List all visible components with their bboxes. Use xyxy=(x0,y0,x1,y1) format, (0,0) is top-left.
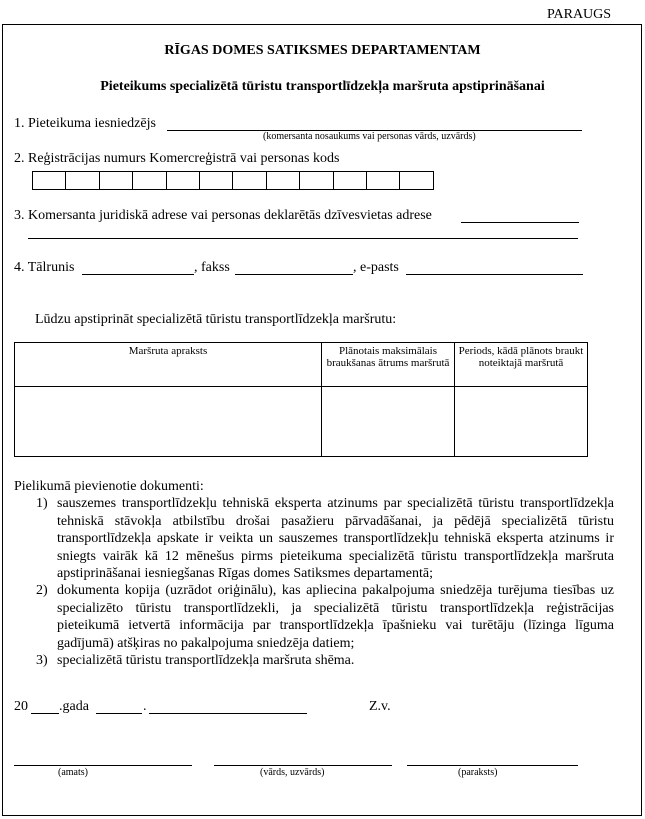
list-item-number: 1) xyxy=(36,496,48,512)
day-field[interactable] xyxy=(149,713,307,714)
cell-route-description[interactable] xyxy=(15,387,322,457)
phone-field[interactable] xyxy=(82,274,194,275)
registration-digit-box[interactable] xyxy=(200,172,233,189)
signature-field[interactable] xyxy=(407,765,578,766)
fax-field[interactable] xyxy=(235,274,353,275)
registration-digit-box[interactable] xyxy=(400,172,433,189)
registration-digit-box[interactable] xyxy=(334,172,367,189)
list-item xyxy=(14,582,614,652)
name-field[interactable] xyxy=(214,765,392,766)
table-row xyxy=(15,387,588,457)
year-suffix: .gada xyxy=(59,699,89,714)
header-max-speed: Plānotais maksimālais braukšanas ātrums maršrutā xyxy=(322,343,455,387)
list-item-text: sauszemes transportlīdzekļu tehniskā eksperta atzinums par specializētā tūristu transportlīdzekļa tehniskā stāvokļa atbilstību drošai pasažieru pārvadāšanai, ja pēdējā specializētā tūristu transportlīdzekļa apskate ir veikta un sauszemes transportlīdzekļu tehniskā eksperta atzinums ir sniegts vairāk kā 12 mēnešus pirms pieteikuma specializētā tūristu transportlīdzekļa maršruta apstiprināšanai iesniegšanas Rīgas domes Satiksmes departamentā; xyxy=(57,496,614,582)
applicant-label: 1. Pieteikuma iesniedzējs xyxy=(14,116,156,131)
registration-label: 2. Reģistrācijas numurs Komercreģistrā vai personas kods xyxy=(14,151,340,166)
registration-digit-box[interactable] xyxy=(267,172,300,189)
form-title: Pieteikums specializētā tūristu transportlīdzekļa maršruta apstiprināšanai xyxy=(100,79,545,94)
registration-digit-box[interactable] xyxy=(33,172,66,189)
cell-max-speed[interactable] xyxy=(322,387,455,457)
registration-digit-box[interactable] xyxy=(66,172,99,189)
list-item xyxy=(14,652,614,669)
header-period: Periods, kādā plānots braukt noteiktajā maršrutā xyxy=(455,343,588,387)
applicant-hint: (komersanta nosaukums vai personas vārds, uzvārds) xyxy=(263,131,476,142)
position-caption: (amats) xyxy=(58,767,88,778)
email-label: , e-pasts xyxy=(353,260,399,275)
list-item-text: specializētā tūristu transportlīdzekļa maršruta shēma. xyxy=(57,653,355,669)
registration-digit-box[interactable] xyxy=(367,172,400,189)
attachments-section xyxy=(14,478,614,669)
address-field-2[interactable] xyxy=(28,238,578,239)
year-field[interactable] xyxy=(31,713,59,714)
list-item-number: 3) xyxy=(36,653,48,669)
registration-digit-box[interactable] xyxy=(133,172,166,189)
list-item-text: dokumenta kopija (uzrādot oriģinālu), kas apliecina pakalpojuma sniedzēja turējuma tiesības uz specializēto tūristu transportlīdzekli, ja specializētā tūristu transportlīdzekļa reģistrācijas pieteikumā ietvertā informācija par transportlīdzekļa īpašnieku vai turētāju (līzinga līguma gadījumā) atšķiras no pakalpojuma sniedzēja datiem; xyxy=(57,583,614,651)
cell-period[interactable] xyxy=(455,387,588,457)
month-dot: . xyxy=(143,699,147,714)
fax-label: , fakss xyxy=(194,260,230,275)
position-field[interactable] xyxy=(14,765,192,766)
signature-caption: (paraksts) xyxy=(458,767,498,778)
registration-digit-box[interactable] xyxy=(167,172,200,189)
attachments-heading: Pielikumā pievienotie dokumenti: xyxy=(14,479,204,494)
table-header-row xyxy=(15,343,588,387)
list-item xyxy=(14,495,614,582)
address-field-1[interactable] xyxy=(461,222,579,223)
request-text: Lūdzu apstiprināt specializētā tūristu transportlīdzekļa maršrutu: xyxy=(35,312,397,327)
registration-digit-box[interactable] xyxy=(100,172,133,189)
authority-heading: RĪGAS DOMES SATIKSMES DEPARTAMENTAM xyxy=(164,43,481,58)
registration-number-boxes[interactable] xyxy=(32,171,434,190)
year-prefix: 20 xyxy=(14,699,28,714)
email-field[interactable] xyxy=(406,274,583,275)
registration-digit-box[interactable] xyxy=(233,172,266,189)
route-table xyxy=(14,342,588,457)
seal-label: Z.v. xyxy=(369,699,391,714)
name-caption: (vārds, uzvārds) xyxy=(260,767,325,778)
month-field[interactable] xyxy=(96,713,142,714)
address-label: 3. Komersanta juridiskā adrese vai personas deklarētās dzīvesvietas adrese xyxy=(14,208,432,223)
list-item-number: 2) xyxy=(36,583,48,599)
header-route-description: Maršruta apraksts xyxy=(15,343,322,387)
stamp-label: PARAUGS xyxy=(547,7,612,22)
phone-label: 4. Tālrunis xyxy=(14,260,75,275)
registration-digit-box[interactable] xyxy=(300,172,333,189)
